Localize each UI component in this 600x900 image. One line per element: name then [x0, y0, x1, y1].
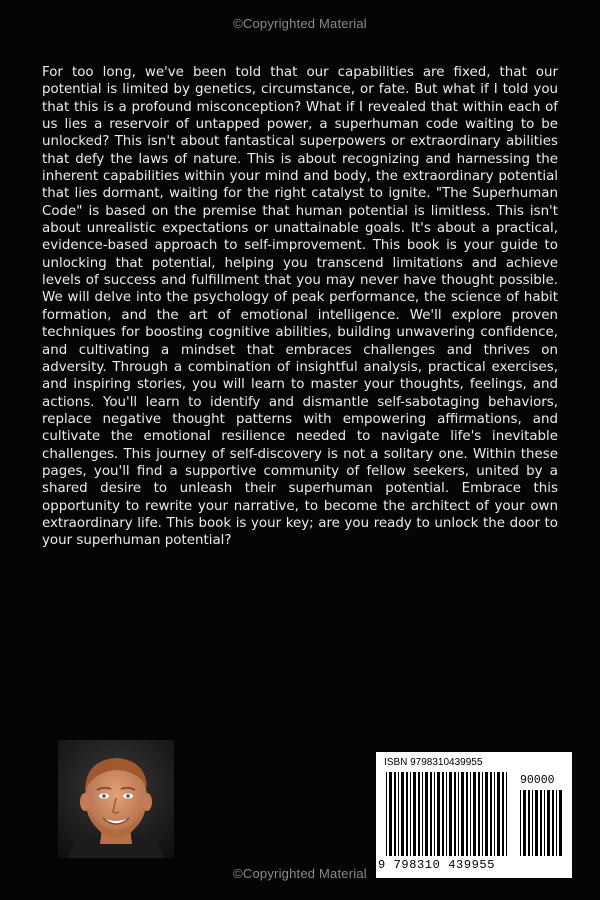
barcode-bar: [490, 772, 492, 856]
barcode-bar: [425, 772, 428, 856]
barcode-bar: [401, 772, 404, 856]
copyright-watermark-bottom: ©Copyrighted Material: [233, 866, 367, 881]
barcode-bar: [454, 772, 456, 856]
barcode-bar: [434, 772, 435, 856]
barcode-bar: [446, 772, 447, 856]
barcode-bar: [458, 772, 459, 856]
barcode-bar: [559, 790, 562, 856]
barcode-bar: [418, 772, 420, 856]
barcode-bar: [442, 772, 444, 856]
barcode-bar: [494, 772, 495, 856]
barcode-bar: [449, 772, 452, 856]
barcode-bar: [482, 772, 483, 856]
barcode-bar: [386, 772, 387, 856]
barcode-bar: [410, 772, 411, 856]
isbn-barcode: [376, 752, 572, 878]
barcode-bar: [437, 772, 440, 856]
isbn-label: ISBN 9798310439955: [384, 757, 483, 768]
barcode-bar: [544, 790, 545, 856]
barcode-bar: [461, 772, 464, 856]
barcode-bar: [466, 772, 468, 856]
barcode-bar: [532, 790, 533, 856]
barcode-bar: [430, 772, 432, 856]
barcode-bar: [406, 772, 408, 856]
barcode-bar: [497, 772, 500, 856]
back-cover-blurb: For too long, we've been told that our capabilities are fixed, that our potential is limited by genetics, circumstance, or fate. But what if I told you that this is a profound misconception? What if I revealed that within each of us lies a reservoir of untapped power, a superhuman code waiting to be unlocked? This isn't about fantastical superpowers or extraordinary abilities that defy the laws of nature. This is about recognizing and harnessing the inherent capabilities within your mind and body, the extraordinary potential that lies dormant, waiting for the right catalyst to ignite. "The Superhuman Code" is based on the premise that human potential is limitless. This isn't about unrealistic expectations or unattainable goals. It's about a practical, evidence-based approach to self-improvement. This book is your guide to unlocking that potential, helping you transcend limitations and achieve levels of success and fulfillment that you may never have thought possible. We will delve into the psychology of peak performance, the science of habit formation, and the art of emotional intelligence. We'll explore proven techniques for boosting cognitive abilities, building unwavering confidence, and cultivating a mindset that embraces challenges and thrives on adversity. Through a combination of insightful analysis, practical exercises, and inspiring stories, you will learn to master your thoughts, feelings, and actions. You'll learn to identify and dismantle self-sabotaging behaviors, replace negative thought patterns with empowering affirmations, and cultivate the emotional resilience needed to navigate life's inevitable challenges. This journey of self-discovery is not a solitary one. Within these pages, you'll find a supportive community of fellow seekers, united by a shared desire to unleash their superhuman potential. Embrace this opportunity to rewrite your narrative, to become the architect of your own extraordinary life. This book is your key; are you ready to unlock the door to your superhuman potential?: [42, 65, 558, 549]
barcode-bar: [547, 790, 550, 856]
barcode-bar: [473, 772, 476, 856]
barcode-bar: [394, 772, 396, 856]
author-portrait-icon: [58, 740, 174, 858]
barcode-bar: [520, 790, 521, 856]
barcode-bar: [485, 772, 488, 856]
barcode-bar: [422, 772, 423, 856]
barcode-bar: [535, 790, 538, 856]
barcode-bar: [506, 772, 507, 856]
barcode-bar: [556, 790, 557, 856]
price-code: 90000: [520, 774, 555, 787]
barcode-bar: [540, 790, 542, 856]
barcode-bar: [528, 790, 530, 856]
barcode-bar: [502, 772, 504, 856]
isbn-digits: 9 798310 439955: [378, 858, 496, 872]
barcode-bar: [552, 790, 554, 856]
barcode-bar: [413, 772, 416, 856]
barcode-bar: [389, 772, 392, 856]
barcode-bar: [523, 790, 526, 856]
barcode-bar: [478, 772, 480, 856]
author-photo: [58, 740, 174, 858]
copyright-watermark-top: ©Copyrighted Material: [233, 16, 367, 31]
barcode-bar: [398, 772, 399, 856]
barcode-bar: [470, 772, 471, 856]
